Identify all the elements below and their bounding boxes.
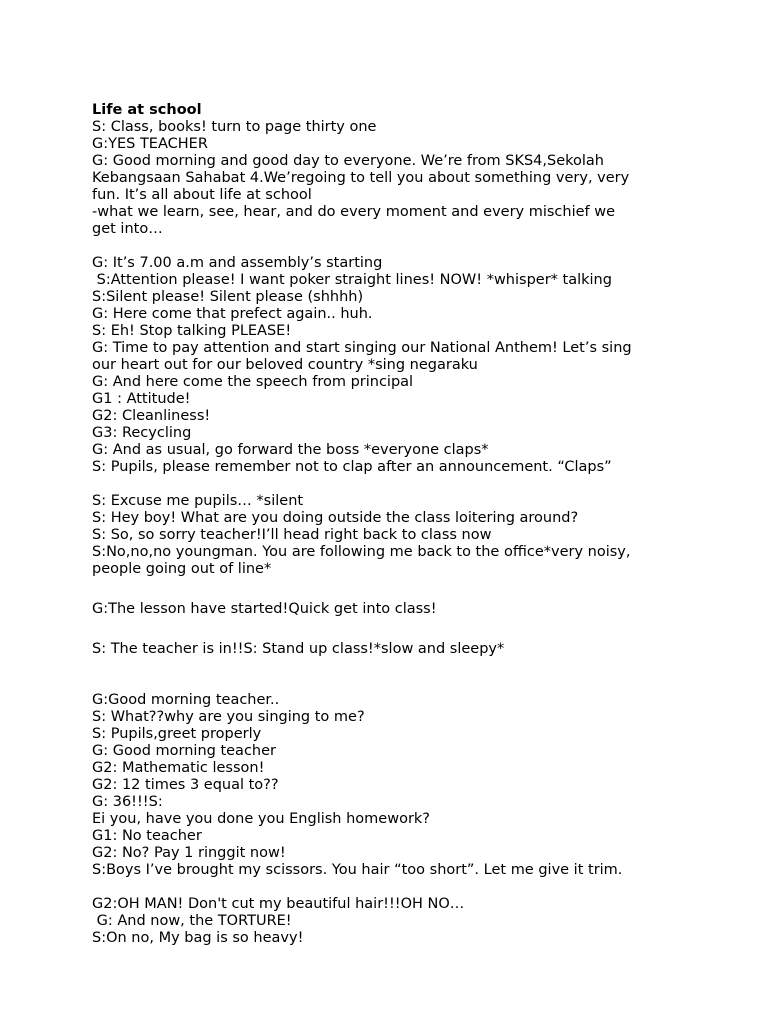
text-line: S: Hey boy! What are you doing outside the class loitering around? <box>92 510 579 526</box>
text-line: people going out of line* <box>92 561 272 577</box>
blank-line <box>92 476 712 493</box>
document-page <box>92 102 712 947</box>
text-line: S: Pupils, please remember not to clap after an announcement. “Claps” <box>92 459 612 475</box>
text-line: S: So, so sorry teacher!I’ll head right back to class now <box>92 527 492 543</box>
blank-line <box>92 879 712 896</box>
text-line: G: Good morning and good day to everyone. We’re from SKS4,Sekolah <box>92 153 604 169</box>
text-line: G: Good morning teacher <box>92 743 276 759</box>
text-line: S:No,no,no youngman. You are following me back to the office*very noisy, <box>92 544 631 560</box>
text-line: G2: Cleanliness! <box>92 408 211 424</box>
text-line: G: And here come the speech from principal <box>92 374 414 390</box>
blank-line <box>92 618 712 641</box>
text-line: G2: No? Pay 1 ringgit now! <box>92 845 286 861</box>
text-line: S: The teacher is in!!S: Stand up class!*slow and sleepy* <box>92 641 505 657</box>
text-line: G:The lesson have started!Quick get into class! <box>92 601 437 617</box>
text-line: S: Excuse me pupils… *silent <box>92 493 304 509</box>
text-line: S:Attention please! I want poker straight lines! NOW! *whisper* talking <box>92 272 612 288</box>
text-line: S: What??why are you singing to me? <box>92 709 365 725</box>
text-line: Kebangsaan Sahabat 4.We’regoing to tell you about something very, very <box>92 170 630 186</box>
text-line: G: Here come that prefect again.. huh. <box>92 306 373 322</box>
text-line: G:YES TEACHER <box>92 136 208 152</box>
text-line: S: Class, books! turn to page thirty one <box>92 119 377 135</box>
blank-line <box>92 578 712 601</box>
text-line: S:On no, My bag is so heavy! <box>92 930 304 946</box>
blank-line <box>92 658 712 675</box>
text-line: G1: No teacher <box>92 828 202 844</box>
blank-line <box>92 675 712 692</box>
text-line: S:Silent please! Silent please (shhhh) <box>92 289 364 305</box>
text-line: G3: Recycling <box>92 425 192 441</box>
text-line: G2: 12 times 3 equal to?? <box>92 777 279 793</box>
text-line: G: Time to pay attention and start singing our National Anthem! Let’s sing <box>92 340 632 356</box>
text-line: G: It’s 7.00 a.m and assembly’s starting <box>92 255 383 271</box>
text-line: G1 : Attitude! <box>92 391 191 407</box>
text-line: Ei you, have you done you English homework? <box>92 811 431 827</box>
text-line: S: Pupils,greet properly <box>92 726 262 742</box>
blank-line <box>92 238 712 255</box>
text-line: G: And now, the TORTURE! <box>92 913 292 929</box>
text-line: G: 36!!!S: <box>92 794 163 810</box>
text-line: G2: Mathematic lesson! <box>92 760 265 776</box>
text-line: G2:OH MAN! Don't cut my beautiful hair!!!OH NO… <box>92 896 465 912</box>
text-line: fun. It’s all about life at school <box>92 187 312 203</box>
text-line: S: Eh! Stop talking PLEASE! <box>92 323 292 339</box>
text-line: -what we learn, see, hear, and do every moment and every mischief we <box>92 204 616 220</box>
document-title: Life at school <box>92 102 202 118</box>
text-line: G: And as usual, go forward the boss *everyone claps* <box>92 442 489 458</box>
document-body <box>92 119 712 947</box>
text-line: G:Good morning teacher.. <box>92 692 280 708</box>
text-line: get into… <box>92 221 163 237</box>
text-line: S:Boys I’ve brought my scissors. You hair “too short”. Let me give it trim. <box>92 862 623 878</box>
text-line: our heart out for our beloved country *sing negaraku <box>92 357 478 373</box>
